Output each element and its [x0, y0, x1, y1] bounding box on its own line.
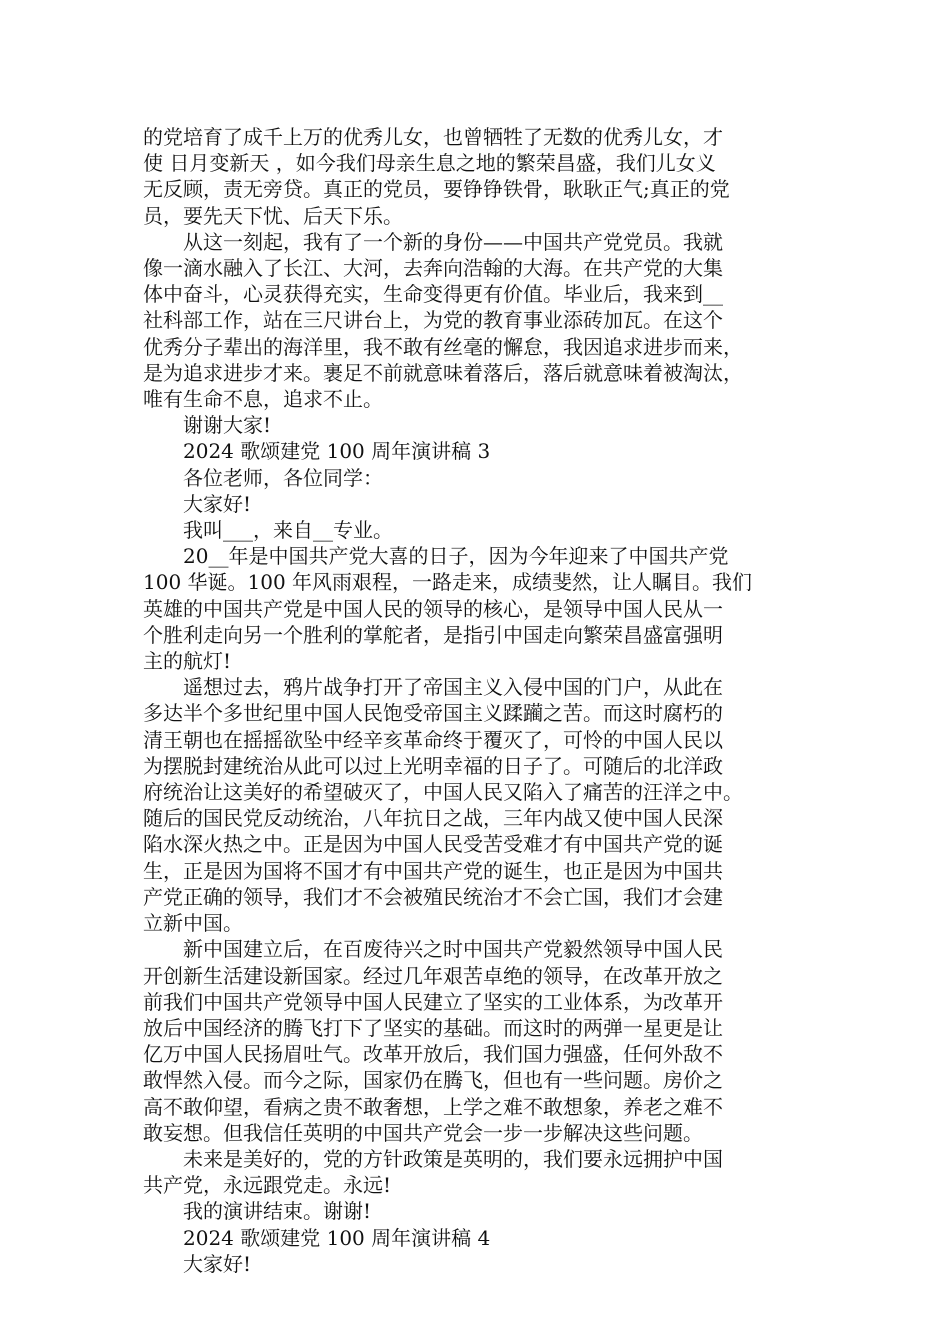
- text-line: 未来是美好的，党的方针政策是英明的，我们要永远拥护中国: [183, 1146, 723, 1171]
- paragraph: [143, 229, 811, 412]
- text-line: 亿万中国人民扬眉吐气。改革开放后，我们国力强盛，任何外敌不: [143, 1042, 723, 1067]
- paragraph: [143, 465, 811, 491]
- text-line: 大家好!: [183, 491, 252, 516]
- paragraph: [143, 936, 811, 1146]
- document-body: [143, 124, 811, 1277]
- text-line: 我叫___，来自__专业。: [183, 518, 393, 543]
- text-line: 优秀分子辈出的海洋里，我不敢有丝毫的懈怠，我因追求进步而来，: [143, 334, 743, 359]
- text-line: 主的航灯!: [143, 649, 232, 674]
- text-line: 府统治让这美好的希望破灭了，中国人民又陷入了痛苦的汪洋之中。: [143, 780, 743, 805]
- text-line: 共产党，永远跟党走。永远!: [143, 1173, 392, 1198]
- paragraph: [143, 438, 811, 464]
- text-line: 无反顾，责无旁贷。真正的党员，要铮铮铁骨，耿耿正气;真正的党: [143, 177, 730, 202]
- paragraph: [143, 1146, 811, 1198]
- text-line: 个胜利走向另一个胜利的掌舵者，是指引中国走向繁荣昌盛富强明: [143, 622, 723, 647]
- text-line: 敢悍然入侵。而今之际，国家仍在腾飞，但也有一些问题。房价之: [143, 1068, 723, 1093]
- text-line: 员，要先天下忧、后天下乐。: [143, 203, 403, 228]
- paragraph: [143, 124, 811, 229]
- paragraph: [143, 412, 811, 438]
- text-line: 放后中国经济的腾飞打下了坚实的基础。而这时的两弹一星更是让: [143, 1015, 723, 1040]
- text-line: 2024 歌颂建党 100 周年演讲稿 4: [183, 1225, 491, 1250]
- text-line: 高不敢仰望，看病之贵不敢奢想，上学之难不敢想象，养老之难不: [143, 1094, 723, 1119]
- paragraph: [143, 1225, 811, 1251]
- text-line: 社科部工作，站在三尺讲台上，为党的教育事业添砖加瓦。在这个: [143, 308, 723, 333]
- text-line: 从这一刻起，我有了一个新的身份——中国共产党党员。我就: [183, 229, 723, 254]
- text-line: 的党培育了成千上万的优秀儿女，也曾牺牲了无数的优秀儿女，才: [143, 125, 723, 149]
- paragraph: [143, 1251, 811, 1277]
- text-line: 为摆脱封建统治从此可以过上光明幸福的日子了。可随后的北洋政: [143, 753, 723, 778]
- text-line: 前我们中国共产党领导中国人民建立了坚实的工业体系，为改革开: [143, 989, 723, 1014]
- text-line: 生，正是因为国将不国才有中国共产党的诞生，也正是因为中国共: [143, 858, 723, 883]
- text-line: 20__年是中国共产党大喜的日子，因为今年迎来了中国共产党: [183, 544, 729, 569]
- text-line: 谢谢大家!: [183, 413, 272, 438]
- paragraph: [143, 491, 811, 517]
- text-line: 开创新生活建设新国家。经过几年艰苦卓绝的领导，在改革开放之: [143, 963, 723, 988]
- text-line: 2024 歌颂建党 100 周年演讲稿 3: [183, 439, 491, 464]
- paragraph: [143, 543, 811, 674]
- text-line: 新中国建立后，在百废待兴之时中国共产党毅然领导中国人民: [183, 937, 723, 962]
- text-line: 产党正确的领导，我们才不会被殖民统治才不会亡国，我们才会建: [143, 884, 723, 909]
- text-line: 立新中国。: [143, 911, 243, 936]
- text-line: 遥想过去，鸦片战争打开了帝国主义入侵中国的门户，从此在: [183, 675, 723, 700]
- text-line: 体中奋斗，心灵获得充实，生命变得更有价值。毕业后，我来到__: [143, 282, 723, 307]
- text-line: 唯有生命不息，追求不止。: [143, 387, 383, 412]
- text-line: 像一滴水融入了长江、大河，去奔向浩翰的大海。在共产党的大集: [143, 256, 723, 281]
- text-line: 各位老师，各位同学：: [183, 465, 383, 490]
- text-line: 多达半个多世纪里中国人民饱受帝国主义蹂躏之苦。而这时腐朽的: [143, 701, 723, 726]
- text-line: 陷水深火热之中。正是因为中国人民受苦受难才有中国共产党的诞: [143, 832, 723, 857]
- paragraph: [143, 517, 811, 543]
- text-line: 敢妄想。但我信任英明的中国共产党会一步一步解决这些问题。: [143, 1120, 703, 1145]
- text-line: 随后的国民党反动统治，八年抗日之战，三年内战又使中国人民深: [143, 806, 723, 831]
- text-line: 使 日月变新天 ，如今我们母亲生息之地的繁荣昌盛，我们儿女义: [143, 151, 716, 176]
- paragraph: [143, 1198, 811, 1224]
- paragraph: [143, 674, 811, 936]
- text-line: 100 华诞。100 年风雨艰程，一路走来，成绩斐然，让人瞩目。我们: [143, 570, 753, 595]
- text-line: 大家好!: [183, 1251, 252, 1276]
- text-line: 清王朝也在摇摇欲坠中经辛亥革命终于覆灭了，可怜的中国人民以: [143, 727, 723, 752]
- text-line: 英雄的中国共产党是中国人民的领导的核心，是领导中国人民从一: [143, 596, 723, 621]
- text-line: 是为追求进步才来。裹足不前就意味着落后，落后就意味着被淘汰，: [143, 360, 743, 385]
- text-line: 我的演讲结束。谢谢!: [183, 1199, 372, 1224]
